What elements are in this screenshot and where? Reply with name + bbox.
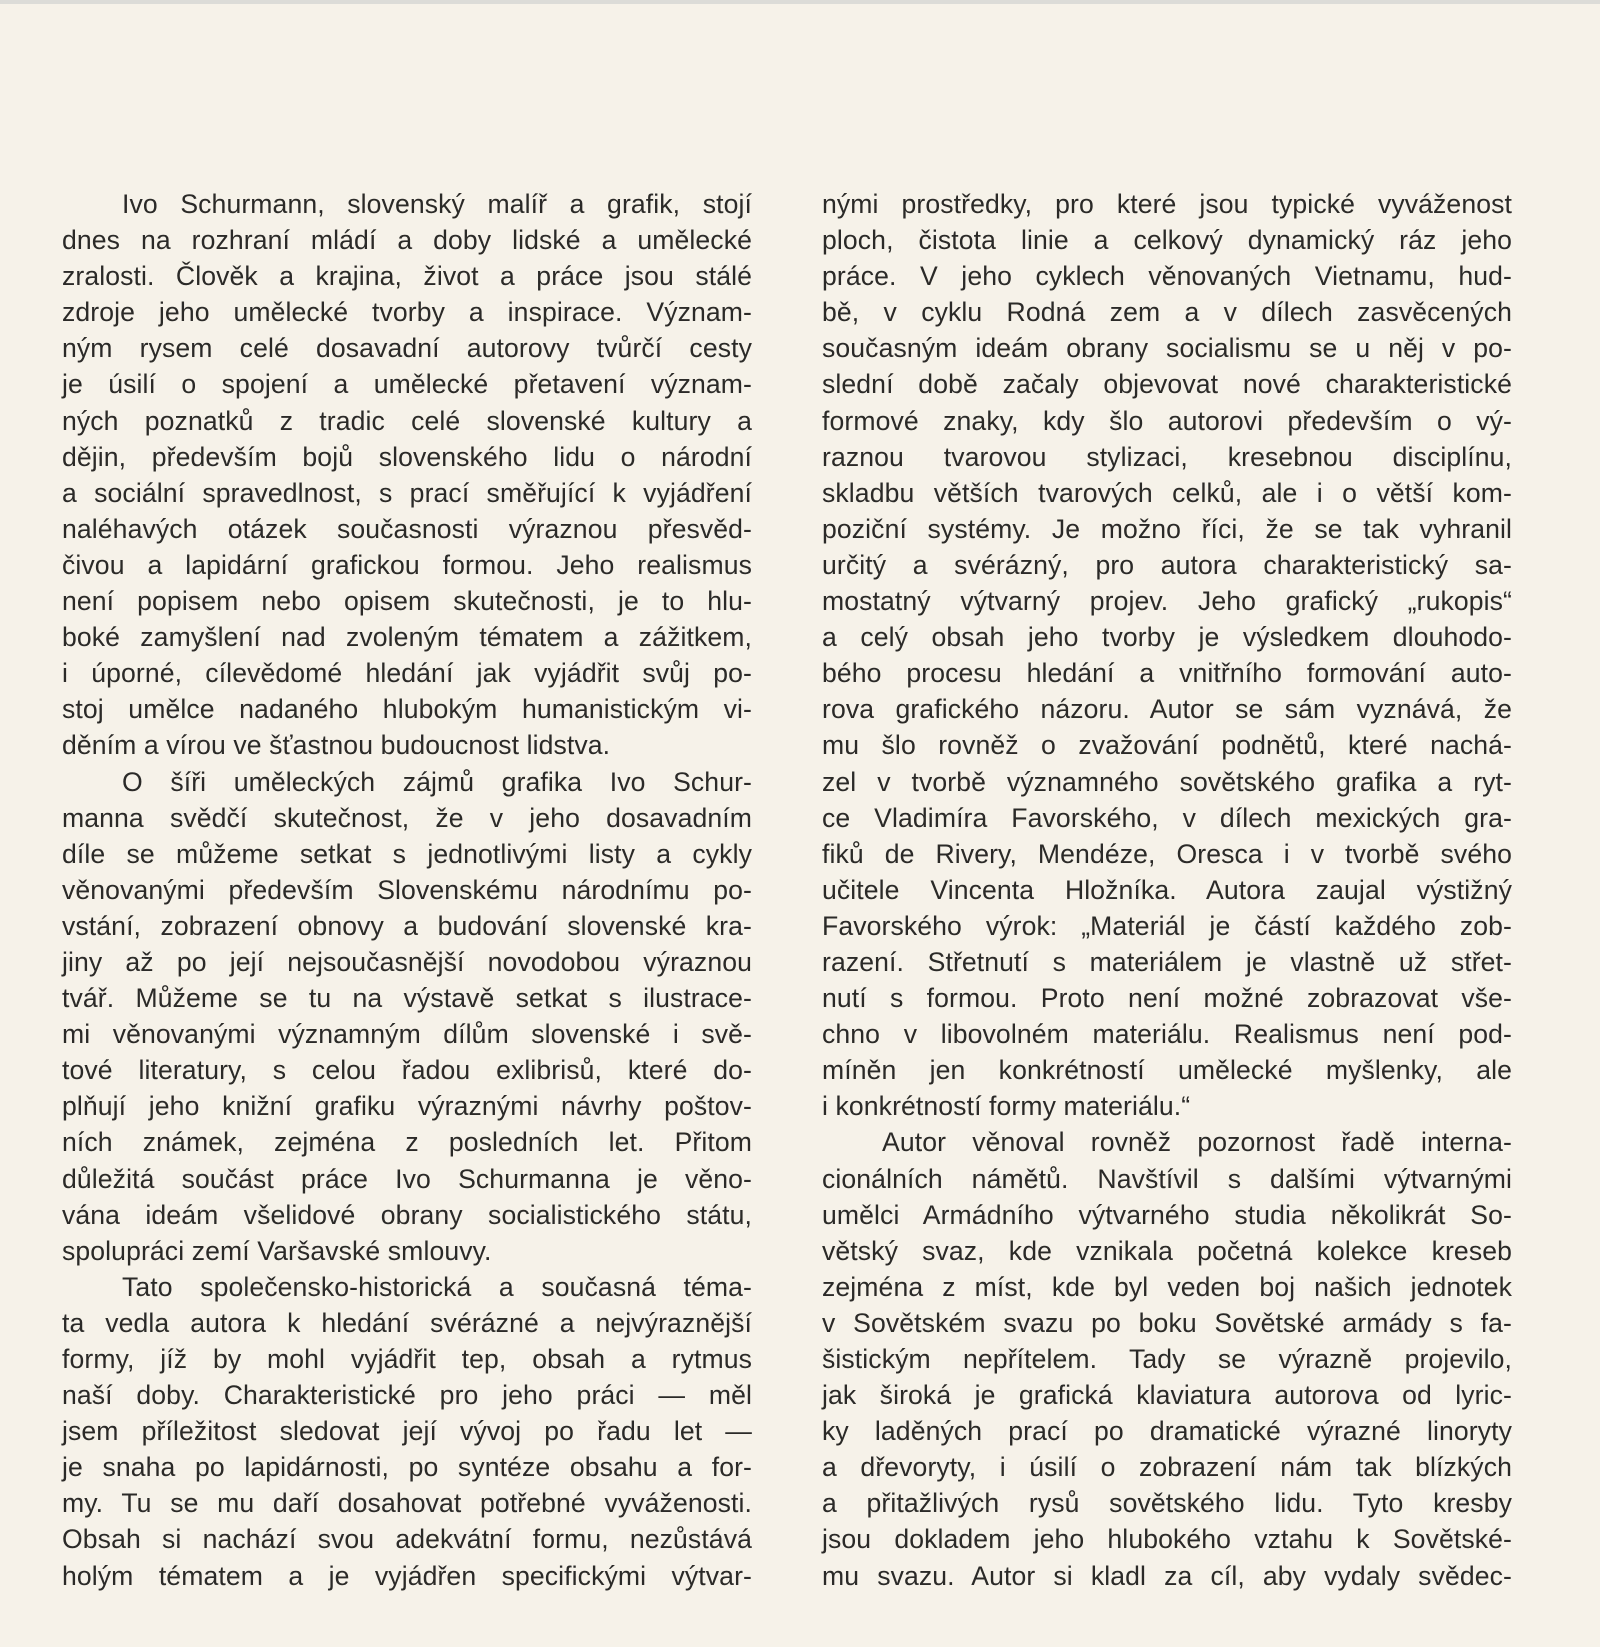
text-line: ta vedla autora k hledání svérázné a nejvýraznější <box>62 1307 752 1338</box>
text-line: Favorského výrok: „Materiál je částí každého zob- <box>822 910 1512 941</box>
text-line: práce. V jeho cyklech věnovaných Vietnamu, hud- <box>822 261 1512 292</box>
text-line: raznou tvarovou stylizaci, kresebnou disciplínu, <box>822 441 1512 472</box>
text-line: poziční systémy. Je možno říci, že se tak vyhranil <box>822 513 1512 544</box>
text-line: důležitá součást práce Ivo Schurmanna je věno- <box>62 1163 752 1194</box>
text-line: jak široká je grafická klaviatura autorova od lyric- <box>822 1380 1512 1411</box>
text-line: i úporné, cílevědomé hledání jak vyjádřit svůj po- <box>62 658 752 689</box>
text-line: a přitažlivých rysů sovětského lidu. Tyto kresby <box>822 1488 1512 1519</box>
text-line: razení. Střetnutí s materiálem je vlastně už střet- <box>822 946 1512 977</box>
text-line: Autor věnoval rovněž pozornost řadě interna- <box>882 1127 1512 1158</box>
text-line: dnes na rozhraní mládí a doby lidské a umělecké <box>62 225 752 256</box>
text-line: a sociální spravedlnost, s prací směřující k vyjádření <box>62 477 752 508</box>
text-line: současným ideám obrany socialismu se u něj v po- <box>822 333 1512 364</box>
text-line: šistickým nepřítelem. Tady se výrazně projevilo, <box>822 1344 1512 1374</box>
text-line: naší doby. Charakteristické pro jeho práci — měl <box>62 1380 752 1411</box>
text-line: v Sovětském svazu po boku Sovětské armády s fa- <box>822 1307 1512 1338</box>
text-line: a dřevoryty, i úsilí o zobrazení nám tak blízkých <box>822 1452 1512 1483</box>
text-line: dějin, především bojů slovenského lidu o národní <box>62 441 752 472</box>
text-line: určitý a svérázný, pro autora charakteristický sa- <box>822 549 1512 580</box>
text-line: učitele Vincenta Hložníka. Autora zaujal výstižný <box>822 874 1512 905</box>
text-line: mostatný výtvarný projev. Jeho grafický „rukopis“ <box>822 586 1512 617</box>
text-line: my. Tu se mu daří dosahovat potřebné vyváženosti. <box>62 1488 752 1519</box>
text-line: bě, v cyklu Rodná zem a v dílech zasvěcených <box>822 297 1512 328</box>
text-line: ploch, čistota linie a celkový dynamický ráz jeho <box>822 225 1512 256</box>
text-line: jsem příležitost sledovat její vývoj po řadu let — <box>62 1416 752 1447</box>
left-text-column <box>62 186 752 1594</box>
text-line: vstání, zobrazení obnovy a budování slovenské kra- <box>62 910 752 941</box>
text-line: ným rysem celé dosavadní autorovy tvůrčí cesty <box>62 333 752 364</box>
text-line: nými prostředky, pro které jsou typické vyváženost <box>822 189 1512 219</box>
text-line: holým tématem a je vyjádřen specifickými výtvar- <box>62 1560 752 1591</box>
text-line: díle se můžeme setkat s jednotlivými listy a cykly <box>62 838 752 869</box>
text-line: bého procesu hledání a vnitřního formování auto- <box>822 658 1512 689</box>
text-line: vána ideám všelidové obrany socialistického státu, <box>62 1199 752 1230</box>
text-line: nutí s formou. Proto není možné zobrazovat vše- <box>822 983 1512 1014</box>
text-line: fiků de Rivery, Mendéze, Oresca i v tvorbě svého <box>822 838 1512 869</box>
text-line: zel v tvorbě významného sovětského grafika a ryt- <box>822 766 1512 797</box>
text-line: rova grafického názoru. Autor se sám vyznává, že <box>822 694 1512 725</box>
text-line: tvář. Můžeme se tu na výstavě setkat s ilustrace- <box>62 983 752 1014</box>
text-line: a celý obsah jeho tvorby je výsledkem dlouhodo- <box>822 622 1512 653</box>
text-line: ce Vladimíra Favorského, v dílech mexických gra- <box>822 802 1512 833</box>
text-line: není popisem nebo opisem skutečnosti, je to hlu- <box>62 586 752 617</box>
text-line: děním a vírou ve šťastnou budoucnost lidstva. <box>62 730 611 761</box>
text-line: jsou dokladem jeho hlubokého vztahu k Sovětské- <box>822 1524 1512 1555</box>
text-line: mu svazu. Autor si kladl za cíl, aby vydaly svědec- <box>822 1560 1512 1591</box>
text-line: ných poznatků z tradic celé slovenské kultury a <box>62 405 752 436</box>
text-line: je snaha po lapidárnosti, po syntéze obsahu a for- <box>62 1452 752 1483</box>
text-line: mi věnovanými významným dílům slovenské i svě- <box>62 1019 752 1050</box>
text-line: mu šlo rovněž o zvažování podnětů, které nachá- <box>822 730 1512 761</box>
text-line: boké zamyšlení nad zvoleným tématem a zážitkem, <box>62 622 752 653</box>
text-line: slední době začaly objevovat nové charakteristické <box>822 369 1512 400</box>
text-line: zejména z míst, kde byl veden boj našich jednotek <box>822 1271 1512 1302</box>
text-line: cionálních námětů. Navštívil s dalšími výtvarnými <box>822 1163 1512 1194</box>
text-line: stoj umělce nadaného hlubokým humanistickým vi- <box>62 694 752 725</box>
text-line: větský svaz, kde vznikala početná kolekce kreseb <box>822 1235 1512 1266</box>
right-text-column <box>822 186 1512 1594</box>
text-line: tové literatury, s celou řadou exlibrisů, které do- <box>62 1055 752 1086</box>
text-line: formové znaky, kdy šlo autorovi především o vý- <box>822 405 1512 436</box>
text-line: chno v libovolném materiálu. Realismus není pod- <box>822 1019 1512 1050</box>
text-line: zdroje jeho umělecké tvorby a inspirace. Význam- <box>62 297 752 328</box>
text-line: O šíři uměleckých zájmů grafika Ivo Schur- <box>122 766 752 797</box>
text-line: Tato společensko-historická a současná téma- <box>122 1271 752 1302</box>
text-line: čivou a lapidární grafickou formou. Jeho realismus <box>62 549 752 580</box>
text-line: míněn jen konkrétností umělecké myšlenky, ale <box>822 1055 1512 1086</box>
text-line: ky laděných prací po dramatické výrazné linoryty <box>822 1416 1512 1447</box>
text-line: věnovanými především Slovenskému národnímu po- <box>62 874 752 905</box>
text-line: jiny až po její nejsoučasnější novodobou výraznou <box>62 946 752 977</box>
text-line: plňují jeho knižní grafiku výraznými návrhy poštov- <box>62 1091 752 1122</box>
text-line: zralosti. Člověk a krajina, život a práce jsou stálé <box>62 261 752 292</box>
text-line: skladbu větších tvarových celků, ale i o větší kom- <box>822 477 1512 508</box>
text-line: naléhavých otázek současnosti výraznou přesvěd- <box>62 513 752 544</box>
text-line: ních známek, zejména z posledních let. Přitom <box>62 1127 752 1158</box>
text-line: je úsilí o spojení a umělecké přetavení význam- <box>62 369 752 400</box>
text-line: manna svědčí skutečnost, že v jeho dosavadním <box>62 802 752 833</box>
text-line: Ivo Schurmann, slovenský malíř a grafik, stojí <box>122 189 752 219</box>
text-line: i konkrétností formy materiálu.“ <box>822 1091 1191 1122</box>
text-line: formy, jíž by mohl vyjádřit tep, obsah a rytmus <box>62 1344 752 1374</box>
text-line: Obsah si nachází svou adekvátní formu, nezůstává <box>62 1524 752 1555</box>
text-line: umělci Armádního výtvarného studia několikrát So- <box>822 1199 1512 1230</box>
text-line: spolupráci zemí Varšavské smlouvy. <box>62 1235 492 1266</box>
